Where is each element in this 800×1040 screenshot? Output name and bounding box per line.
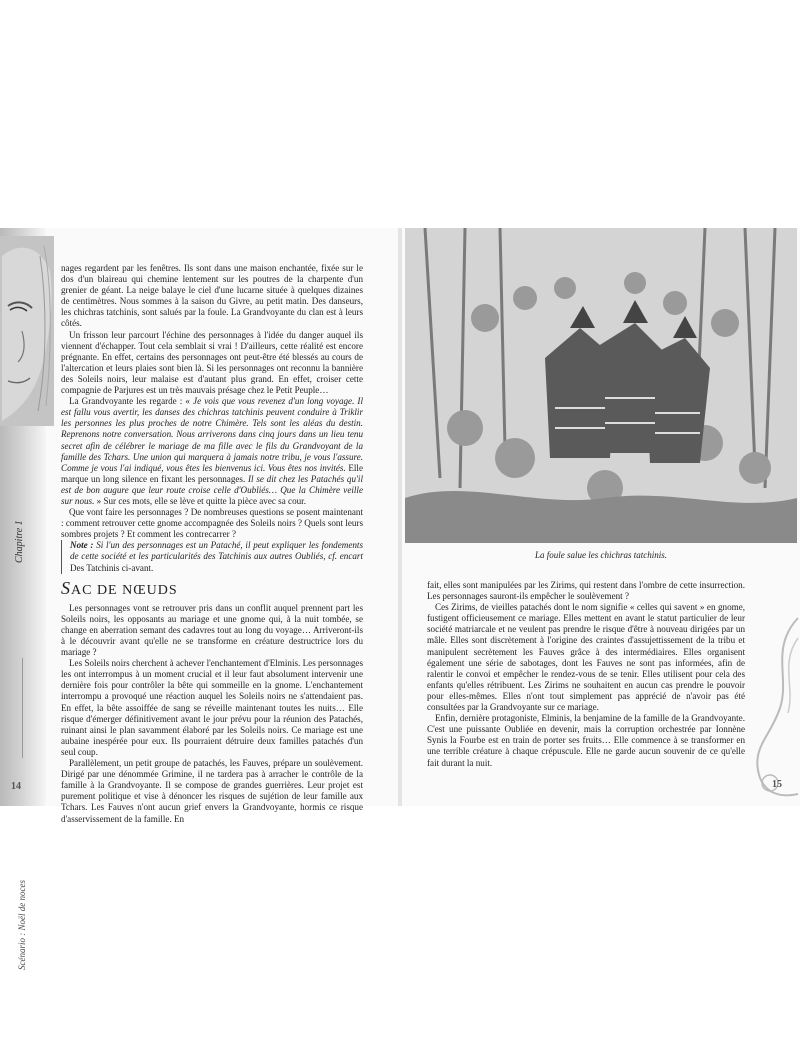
speech-italic: Je vois que vous revenez d'un long voyage. Il est fallu vous avertir, les danses des chichras tatchinis peuvent conduire à Triklir les personnes les plus proches de notre Chimère. Tels sont les aléas du destin. Reprenons notre conversation. Nous arriverons dans cinq jours dans un lieu tenu secret afin de célébrer le mariage de ma fille avec le fils du Grandvoyant de la famille des Tchars. Une union qui marquera à jamais notre tribu, je vous l'assure. Comme je vous l'ai indiqué, vous êtes les bienvenus ici. Vous êtes nos invités.: [61, 396, 363, 473]
flourish-ornament: [740, 618, 800, 806]
left-page: nages regardent par les fenêtres. Ils sont dans une maison enchantée, fixée sur le dos d'un blaireau qui chemine lentement sur les poutres de la charpente d'un grenier de géant. La neige balaye le ciel d'une lucarne située à quelques dizaines de centimètres. Nous sommes à la saison du Givre, au petit matin. Des danseurs, les chichras tatchinis, sont salués par la foule. La Grandvoyante du clan est à leurs côtés. Un frisson leur parcourt l'échine des personnages à l'idée du danger auquel ils viennent d'échapper. Tout cela semblait si vrai ! D'ailleurs, cette réalité est encore prégnante. En effet, certains des personnages ont peut-être été blessés au cours de l'altercation et leurs plaies sont bien là. Si les personnages ont reconnu la bannière des Soleils noirs, leur malaise est d'autant plus grand. En effet, croiser cette compagnie de Parjures est un très mauvais présage chez le Petit Peuple… La Grandvoyante les regarde : « Je vois que vous revenez d'un long voyage. Il est fallu vous avertir, les danses des chichras tatchinis peuvent conduire à Triklir les personnes les plus proches de notre Chimère. Tels sont les aléas du destin. Reprenons notre conversation. Nous arriverons dans cinq jours dans un lieu tenu secret afin de célébrer le mariage de ma fille avec le fils du Grandvoyant de la famille des Tchars. Une union qui marquera à jamais notre tribu, je vous l'assure. Comme je vous l'ai indiqué, vous êtes les bienvenus ici. Vous êtes nos invités. Elle marque un long silence en fixant les personnages. Il se dit chez les Patachés qu'il est de bon augure que leur route croise celle d'Oubliés… Que la Chimère veille sur nous. » Sur ces mots, elle se lève et quitte la pièce avec sa cour. Que vont faire les personnages ? De nombreuses questions se posent maintenant : comment retrouver cette gnome accompagnée des Soleils noirs ? Quels sont leurs sombres projets ? Et comment les contrecarrer ? Note : Si l'un des personnages est un Pataché, il peut expliquer les fondements de cette société et les particularités des Tatchinis aux autres Oubliés, cf. encart Des Tatchinis ci-avant. SAC DE NŒUDS Les personnages vont se retrouver pris dans un conflit auquel prennent part les Soleils noirs, les opposants au mariage et une gnome qui, à la nuit tombée, se change en aberration semant des cadavres tout au long du voyage… Arriveront-ils à le découvrir avant qu'elle ne se transforme en créature destructrice lors du mariage ? Les Soleils noirs cherchent à achever l'enchantement d'Elminis. Les personnages les ont interrompus à un moment crucial et il leur faut absolument intervenir une dernière fois pour contrôler la bête qui sommeille en la gnome. L'enchantement interrompu a provoqué une réaction auquel les Soleils noirs ne s'attendaient pas. En effet, la bête assoiffée de sang se réveille maintenant toutes les nuits… Elle risque d'émerger définitivement avant le jour prévu pour la réunion des Patachés, ruinant ainsi le plan savamment élaboré par les Soleils noirs. Ce mariage est une aubaine inespérée pour eux. Ils pourraient détruire deux familles patachés d'un seul coup. Parallèlement, un petit groupe de patachés, les Fauves, prépare un soulèvement. Dirigé par une dénommée Grimine, il ne tardera pas à arracher le contrôle de la famille à la Grandvoyante. Il se compose de grandes guerrières. Leur projet est purement politique et vise à dénoncer les risques de sujétion de leur famille aux Tchars. Les Fauves n'ont aucun grief envers la Grandvoyante, hormis ce risque d'asservissement de la famille. En Chapitre 1 Scénario : Noël de noces 14: [0, 228, 398, 806]
paragraph: Que vont faire les personnages ? De nombreuses questions se posent maintenant : comment retrouver cette gnome accompagnée des Soleils noirs ? Quels sont leurs sombres projets ? Et comment les contrecarrer ?: [61, 507, 363, 540]
crowd-illustration: [405, 228, 797, 543]
paragraph: Enfin, dernière protagoniste, Elminis, la benjamine de la famille de la Grandvoyante. C'est une puissante Oubliée en devenir, mais la corruption orchestrée par Ionnène Synis la Fourbe est en train de porter ses fruits… Elle commence à se transformer en une terrible créature à chaque crépuscule. Elle ne garde aucun souvenir de ce qu'elle fait durant la nuit.: [427, 713, 745, 768]
speech-paragraph: La Grandvoyante les regarde : « Je vois que vous revenez d'un long voyage. Il est fallu vous avertir, les danses des chichras tatchinis peuvent conduire à Triklir les personnes les plus proches de notre Chimère. Tels sont les aléas du destin. Reprenons notre conversation. Nous arriverons dans cinq jours dans un lieu tenu secret afin de célébrer le mariage de ma fille avec le fils du Grandvoyant de la famille des Tchars. Une union qui marquera à jamais notre tribu, je vous l'assure. Comme je vous l'ai indiqué, vous êtes les bienvenus ici. Vous êtes nos invités. Elle marque un long silence en fixant les personnages. Il se dit chez les Patachés qu'il est de bon augure que leur route croise celle d'Oubliés… Que la Chimère veille sur nous. » Sur ces mots, elle se lève et quitte la pièce avec sa cour.: [61, 396, 363, 506]
paragraph: nages regardent par les fenêtres. Ils sont dans une maison enchantée, fixée sur le dos d'un blaireau qui chemine lentement sur les poutres de la charpente d'un grenier de géant. La neige balaye le ciel d'une lucarne située à quelques dizaines de centimètres. Nous sommes à la saison du Givre, au petit matin. Des danseurs, les chichras tatchinis, sont salués par la foule. La Grandvoyante du clan est à leurs côtés.: [61, 263, 363, 329]
note-box: Note : Si l'un des personnages est un Pataché, il peut expliquer les fondements de cette société et les particularités des Tatchinis aux autres Oubliés, cf. encart Des Tatchinis ci-avant.: [61, 540, 363, 573]
page-number: 14: [11, 781, 21, 792]
speech-italic: Il se dit chez les Patachés qu'il est de bon augure que leur route croise celle d'Oubliés… Que la Chimère veille sur nous.: [61, 473, 363, 506]
paragraph: Parallèlement, un petit groupe de patachés, les Fauves, prépare un soulèvement. Dirigé par une dénommée Grimine, il ne tardera pas à arracher le contrôle de la famille à la Grandvoyante. Il se compose de grandes guerrières. Leur projet est purement politique et vise à dénoncer les risques de sujétion de leur famille aux Tchars. Les Fauves n'ont aucun grief envers la Grandvoyante, hormis ce risque d'asservissement de la famille. En: [61, 758, 363, 824]
section-title: SAC DE NŒUDS: [61, 577, 178, 598]
left-column-top: [61, 263, 363, 825]
right-column: [427, 580, 745, 769]
margin-rule: [22, 658, 23, 758]
paragraph: Ces Zirims, de vieilles patachés dont le nom signifie « celles qui savent » en gnome, fustigent officieusement ce mariage. Elles mettent en avant le statut particulier de leur société matriarcale et ne veulent pas prendre le risque d'être à nouveau dirigées par un mâle. Elles sont discrètement à l'origine des craintes d'assujettissement de la tribu et manipulent secrètement les Fauves grâce à des intermédiaires. Elles organisent également une série de sabotages, dont les Fauves ne sont pas informées, afin de ralentir le convoi et empêcher le rendez-vous de se tenir. Elles utilisent pour cela des enfants qu'elles rétribuent. Les Zirims ne souhaitent en aucun cas prendre le pouvoir pour elles-mêmes. Elles n'ont tout simplement pas apprécié de n'avoir pas été consultées par la Grandvoyante sur ce mariage.: [427, 602, 745, 713]
right-page: [402, 228, 800, 806]
book-spread: [0, 228, 800, 970]
face-illustration-icon: [0, 236, 54, 426]
note-label: Note :: [70, 540, 94, 551]
page-number: 15: [772, 779, 782, 790]
paragraph: Les Soleils noirs cherchent à achever l'enchantement d'Elminis. Les personnages les ont interrompus à un moment crucial et il leur faut absolument intervenir une dernière fois pour contrôler la bête qui sommeille en la gnome. L'enchantement interrompu a provoqué une réaction auquel les Soleils noirs ne s'attendaient pas. En effet, la bête assoiffée de sang se réveille maintenant toutes les nuits… Elle risque d'émerger définitivement avant le jour prévu pour la réunion des Patachés, ruinant ainsi le plan savamment élaboré par les Soleils noirs. Ce mariage est une aubaine inespérée pour eux. Ils pourraient détruire deux familles patachés d'un seul coup.: [61, 658, 363, 757]
illustration-caption: La foule salue les chichras tatchinis.: [535, 550, 667, 560]
paragraph: Les personnages vont se retrouver pris dans un conflit auquel prennent part les Soleils noirs, les opposants au mariage et une gnome qui, à la nuit tombée, se change en aberration semant des cadavres tout au long du voyage… Arriveront-ils à le découvrir avant qu'elle ne se transforme en créature destructrice lors du mariage ?: [61, 602, 363, 658]
paragraph: fait, elles sont manipulées par les Zirims, qui restent dans l'ombre de cette insurrection. Les personnages sauront-ils empêcher le soulèvement ?: [427, 580, 745, 602]
paragraph: Un frisson leur parcourt l'échine des personnages à l'idée du danger auquel ils viennent d'échapper. Tout cela semblait si vrai ! D'ailleurs, cette réalité est encore prégnante. En effet, certains des personnages ont peut-être été blessés au cours de l'altercation et leurs plaies sont bien là. Si les personnages ont reconnu la bannière des Soleils noirs, leur malaise est d'autant plus grand. En effet, croiser cette compagnie de Parjures est un très mauvais présage chez le Petit Peuple…: [61, 329, 363, 396]
